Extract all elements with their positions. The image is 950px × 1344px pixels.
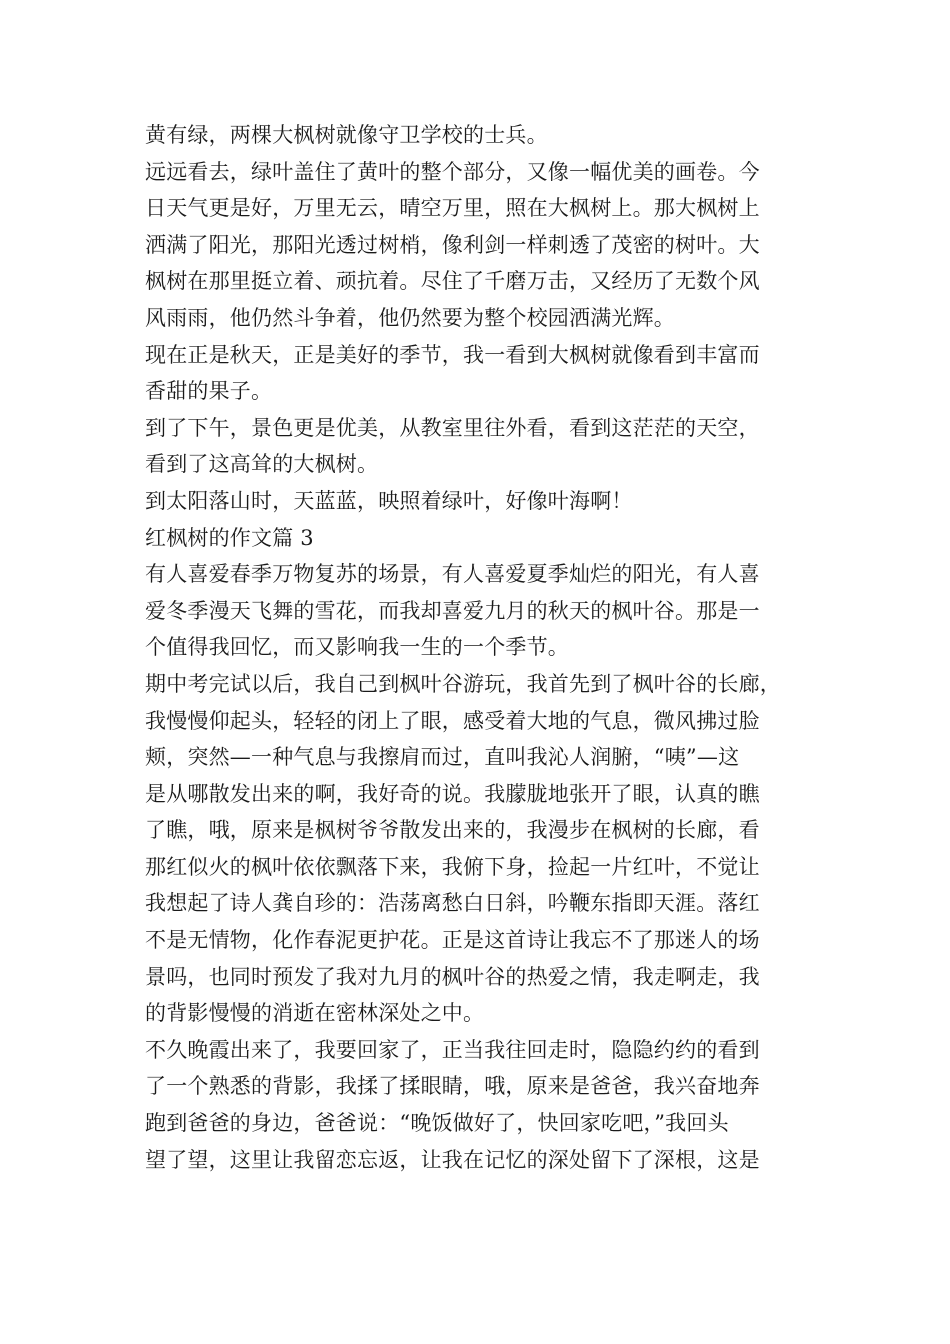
text-line: 不久晚霞出来了，我要回家了，正当我往回走时，隐隐约约的看到 — [145, 1037, 760, 1062]
text-line: 我想起了诗人龚自珍的：浩荡离愁白日斜，吟鞭东指即天涯。落红 — [145, 891, 760, 916]
text-line: 风雨雨，他仍然斗争着，他仍然要为整个校园洒满光辉。 — [145, 305, 675, 330]
text-line: 香甜的果子。 — [145, 379, 273, 404]
text-line: 颊，突然—一种气息与我擦肩而过，直叫我沁人润腑，“咦”—这 — [145, 745, 740, 770]
text-line: 到太阳落山时，天蓝蓝，映照着绿叶，好像叶海啊！ — [145, 488, 633, 513]
text-line: 我慢慢仰起头，轻轻的闭上了眼，感受着大地的气息，微风拂过脸 — [145, 708, 760, 733]
text-line: 了一个熟悉的背影，我揉了揉眼睛，哦，原来是爸爸，我兴奋地奔 — [145, 1074, 760, 1099]
text-line: 看到了这高耸的大枫树。 — [145, 452, 379, 477]
section-heading: 红枫树的作文篇 3 — [145, 525, 314, 550]
text-line: 远远看去，绿叶盖住了黄叶的整个部分，又像一幅优美的画卷。今 — [145, 159, 760, 184]
text-line: 有人喜爱春季万物复苏的场景，有人喜爱夏季灿烂的阳光，有人喜 — [145, 562, 760, 587]
text-line: 日天气更是好，万里无云，晴空万里，照在大枫树上。那大枫树上 — [145, 196, 760, 221]
text-line: 到了下午，景色更是优美，从教室里往外看，看到这茫茫的天空， — [145, 415, 760, 440]
text-line: 了瞧，哦，原来是枫树爷爷散发出来的，我漫步在枫树的长廊，看 — [145, 818, 760, 843]
text-line: 现在正是秋天，正是美好的季节，我一看到大枫树就像看到丰富而 — [145, 342, 760, 367]
text-line: 枫树在那里挺立着、顽抗着。尽住了千磨万击，又经历了无数个风 — [145, 269, 760, 294]
text-line: 洒满了阳光，那阳光透过树梢，像利剑一样刺透了茂密的树叶。大 — [145, 232, 760, 257]
text-line: 跑到爸爸的身边，爸爸说：“晚饭做好了，快回家吃吧，”我回头 — [145, 1111, 729, 1136]
text-line: 爱冬季漫天飞舞的雪花，而我却喜爱九月的秋天的枫叶谷。那是一 — [145, 598, 760, 623]
text-line: 是从哪散发出来的啊，我好奇的说。我朦胧地张开了眼，认真的瞧 — [145, 781, 760, 806]
text-line: 期中考完试以后，我自己到枫叶谷游玩，我首先到了枫叶谷的长廊， — [145, 671, 781, 696]
text-line: 黄有绿，两棵大枫树就像守卫学校的士兵。 — [145, 123, 548, 147]
essay-body — [145, 117, 815, 1178]
text-line: 望了望，这里让我留恋忘返，让我在记忆的深处留下了深根，这是 — [145, 1147, 760, 1172]
text-line: 个值得我回忆，而又影响我一生的一个季节。 — [145, 635, 569, 660]
text-line: 那红似火的枫叶依依飘落下来，我俯下身，捡起一片红叶，不觉让 — [145, 854, 760, 879]
text-line: 不是无情物，化作春泥更护花。正是这首诗让我忘不了那迷人的场 — [145, 928, 760, 953]
text-line: 的背影慢慢的消逝在密林深处之中。 — [145, 1001, 485, 1026]
text-line: 景吗，也同时预发了我对九月的枫叶谷的热爱之情，我走啊走，我 — [145, 964, 760, 989]
